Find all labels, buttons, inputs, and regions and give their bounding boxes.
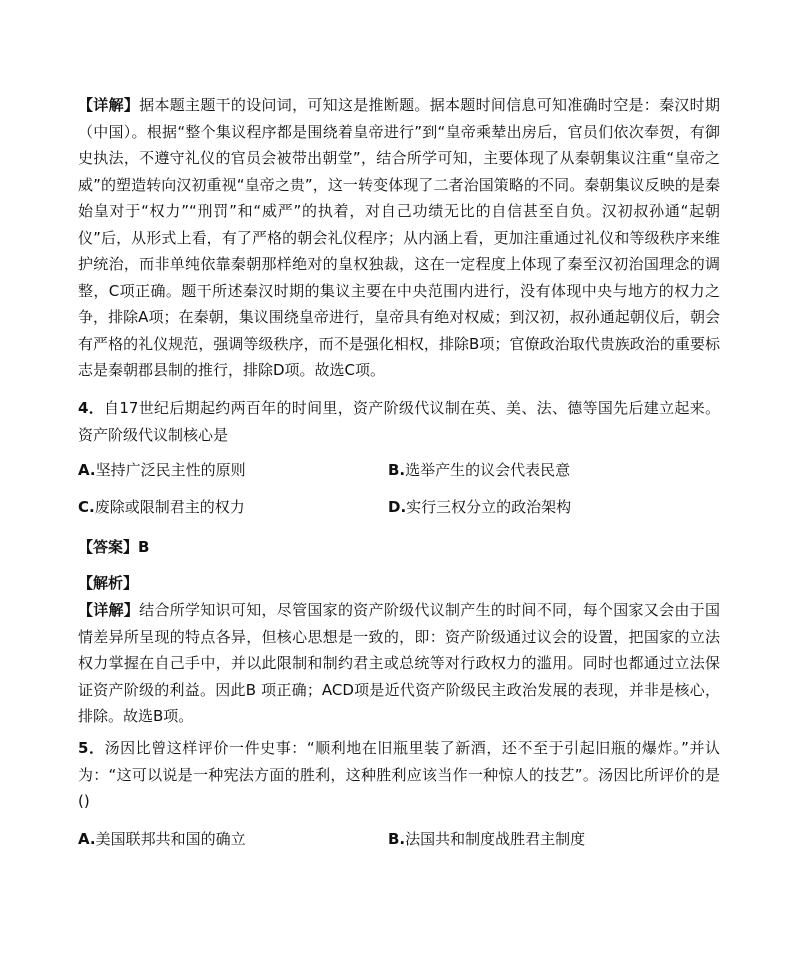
q5-option-b	[388, 829, 585, 849]
q5-option-a-text: 美国联邦共和国的确立	[95, 830, 246, 848]
question-5-stem	[78, 735, 720, 815]
explanation-q3-paragraph	[78, 92, 720, 384]
q4-option-d-letter: D.	[388, 498, 407, 516]
q4-option-c	[78, 497, 245, 517]
q4-option-c-text: 废除或限制君主的权力	[94, 498, 245, 516]
q4-option-d	[388, 497, 571, 517]
q4-analysis-tag	[78, 573, 138, 593]
q5-option-a-letter: A.	[78, 830, 96, 848]
q5-option-a	[78, 829, 246, 849]
q4-option-a-letter: A.	[78, 461, 96, 479]
q4-option-b-text: 选举产生的议会代表民意	[405, 461, 571, 479]
question-4-stem	[78, 395, 720, 448]
detail-tag: 【详解】	[78, 96, 140, 114]
q4-option-d-text: 实行三权分立的政治架构	[406, 498, 572, 516]
question-4-number: 4．	[78, 399, 105, 417]
q4-option-b	[388, 460, 570, 480]
analysis-tag-text: 【解析】	[78, 574, 139, 592]
q5-option-b-text: 法国共和制度战胜君主制度	[405, 830, 586, 848]
answer-tag: 【答案】	[78, 538, 139, 556]
q4-answer	[78, 537, 149, 557]
q4-option-a-text: 坚持广泛民主性的原则	[95, 461, 246, 479]
q4-option-c-letter: C.	[78, 498, 95, 516]
explanation-q3	[78, 92, 720, 384]
q4-detail-text: 结合所学知识可知，尽管国家的资产阶级代议制产生的时间不同，每个国家又会由于国情差异所呈现的特点各异，但核心思想是一致的，即：资产阶级通过议会的设置，把国家的立法权力掌握在自己手中，并以此限制和制约君主或总统等对行政权力的滥用。同时也都通过立法保证资产阶级的利益。因此B 项正确；ACD项是近代资产阶级民主政治发展的表现，并非是核心，排除。故选B项。	[78, 601, 720, 725]
question-4-stem-text	[78, 395, 720, 448]
q4-option-b-letter: B.	[388, 461, 406, 479]
answer-value: B	[138, 538, 150, 556]
question-4-text: 自17世纪后期起约两百年的时间里，资产阶级代议制在英、美、法、德等国先后建立起来。资产阶级代议制核心是	[78, 399, 720, 444]
q4-option-a	[78, 460, 246, 480]
question-5-stem-text	[78, 735, 720, 815]
q4-detail-tag: 【详解】	[78, 601, 140, 619]
q4-detail	[78, 597, 720, 730]
detail-text: 据本题主题干的设问词，可知这是推断题。据本题时间信息可知准确时空是：秦汉时期（中国）。根据“整个集议程序都是围绕着皇帝进行”到“皇帝乘辇出房后，官员们依次奉贺，有御史执法，不遵守礼仪的官员会被带出朝堂”，结合所学可知，主要体现了从秦朝集议注重“皇帝之威”的塑造转向汉初重视“皇帝之贵”，这一转变体现了二者治国策略的不同。秦朝集议反映的是秦始皇对于“权力”“刑罚”和“威严”的执着，对自己功绩无比的自信甚至自负。汉初叔孙通“起朝仪”后，从形式上看，有了严格的朝会礼仪程序；从内涵上看，更加注重通过礼仪和等级秩序来维护统治，而非单纯依靠秦朝那样绝对的皇权独裁，这在一定程度上体现了秦至汉初治国理念的调整，C项正确。题干所述秦汉时期的集议主要在中央范围内进行，没有体现中央与地方的权力之争，排除A项；在秦朝，集议围绕皇帝进行，皇帝具有绝对权威；到汉初，叔孙通起朝仪后，朝会有严格的礼仪规范，强调等级秩序，而不是强化相权，排除B项；官僚政治取代贵族政治的重要标志是秦朝郡县制的推行，排除D项。故选C项。	[78, 96, 720, 379]
q5-option-b-letter: B.	[388, 830, 406, 848]
question-5-number: 5．	[78, 739, 105, 757]
question-5-text: 汤因比曾这样评价一件史事：“顺利地在旧瓶里装了新酒，还不至于引起旧瓶的爆炸。”并认为：“这可以说是一种宪法方面的胜利，这种胜利应该当作一种惊人的技艺”。汤因比所评价的是()	[78, 739, 721, 810]
q4-detail-paragraph	[78, 597, 720, 730]
